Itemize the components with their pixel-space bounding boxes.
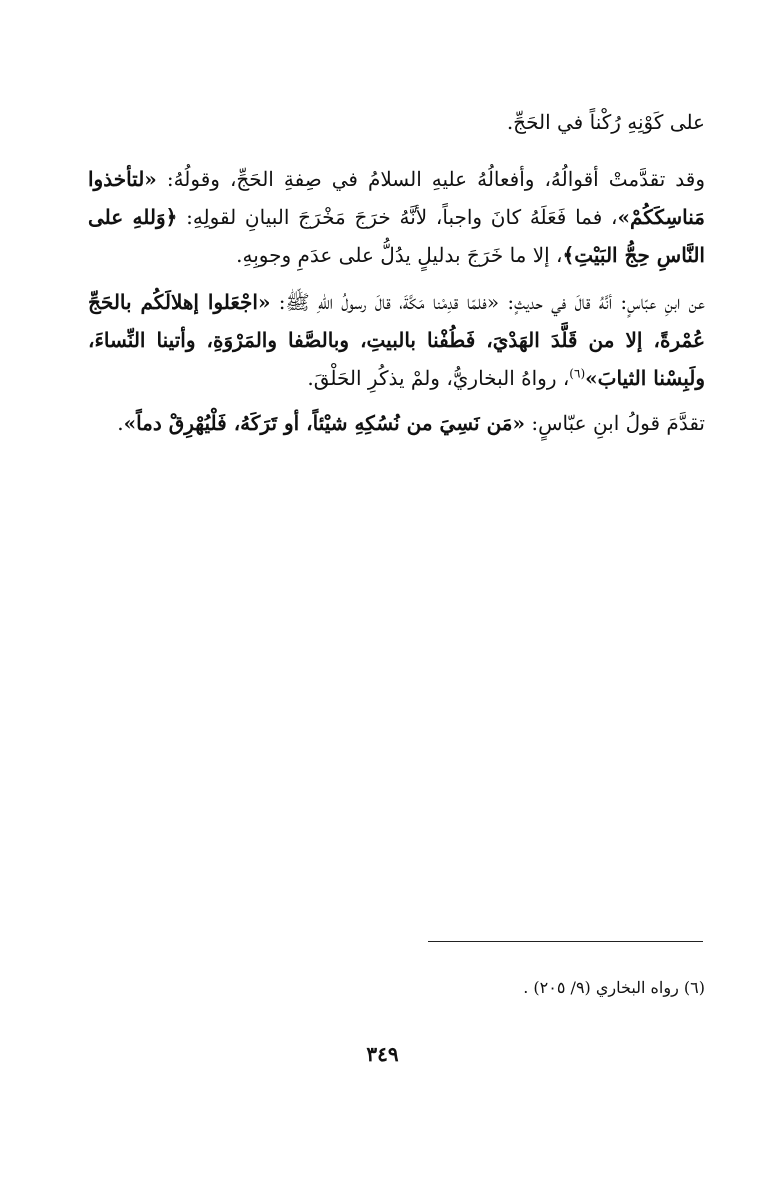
- hadith-quote: «اجْعَلوا إهلالَكُم بالحَجِّ عُمْرةً، إلا من قَلَّدَ الهَدْيَ، فَطُفْنا بالبيتِ، وبالصَّفا والمَرْوَةِ، وأتينا النِّساءَ، ولَبِسْنا الثيابَ»: [88, 290, 706, 390]
- paragraph-2: [88, 160, 705, 274]
- footnote-text: (٦) رواه البخاري (٩/ ٢٠٥) .: [523, 978, 705, 997]
- paragraph-2-after-verse: ، إلا ما خَرَجَ بدليلٍ يدُلُّ على عدَمِ وجوبِهِ.: [236, 243, 563, 267]
- paragraph-3-intro: عن ابنِ عبّاسٍ: أنَّهُ قالَ في حديثٍ: «فلمّا قدِمْنا مَكَّةَ، قالَ رسولُ اللهِ ﷺ:: [270, 290, 705, 314]
- paragraph-4-end: .: [117, 411, 124, 435]
- quran-verse: ﴿وَللهِ على النَّاسِ حِجُّ البَيْتِ﴾: [88, 205, 705, 267]
- paragraph-4-intro: تقدَّمَ قولُ ابنِ عبّاسٍ:: [525, 411, 705, 435]
- paragraph-1: [88, 103, 705, 141]
- paragraph-3: [88, 283, 705, 397]
- page-number: ٣٤٩: [366, 1042, 399, 1066]
- paragraph-2-quote: «لتأخذوا مَناسِكَكُمْ»: [88, 167, 705, 229]
- paragraph-4: [88, 404, 705, 442]
- paragraph-2-before-quote: وقد تقدَّمتْ أقوالُهُ، وأفعالُهُ عليهِ السلامُ في صِفةِ الحَجِّ، وقولُهُ:: [156, 167, 705, 191]
- paragraph-1-text: على كَوْنِهِ رُكْناً في الحَجِّ.: [506, 110, 705, 134]
- footnote-divider: [428, 941, 703, 942]
- paragraph-4-quote: «مَن نَسِيَ من نُسُكِهِ شيْئاً، أو تَرَكَهُ، فَلْيُهْرِقْ دماً»: [123, 411, 526, 435]
- paragraph-2-middle: ، فما فَعَلَهُ كانَ واجباً، لأنَّهُ خرَجَ مَخْرَجَ البيانِ لقولِهِ:: [177, 205, 618, 229]
- footnote: [523, 976, 705, 1000]
- paragraph-3-after: ، رواهُ البخاريُّ، ولمْ يذكُرِ الحَلْقَ.: [307, 366, 570, 390]
- footnote-marker: (٦): [569, 366, 586, 381]
